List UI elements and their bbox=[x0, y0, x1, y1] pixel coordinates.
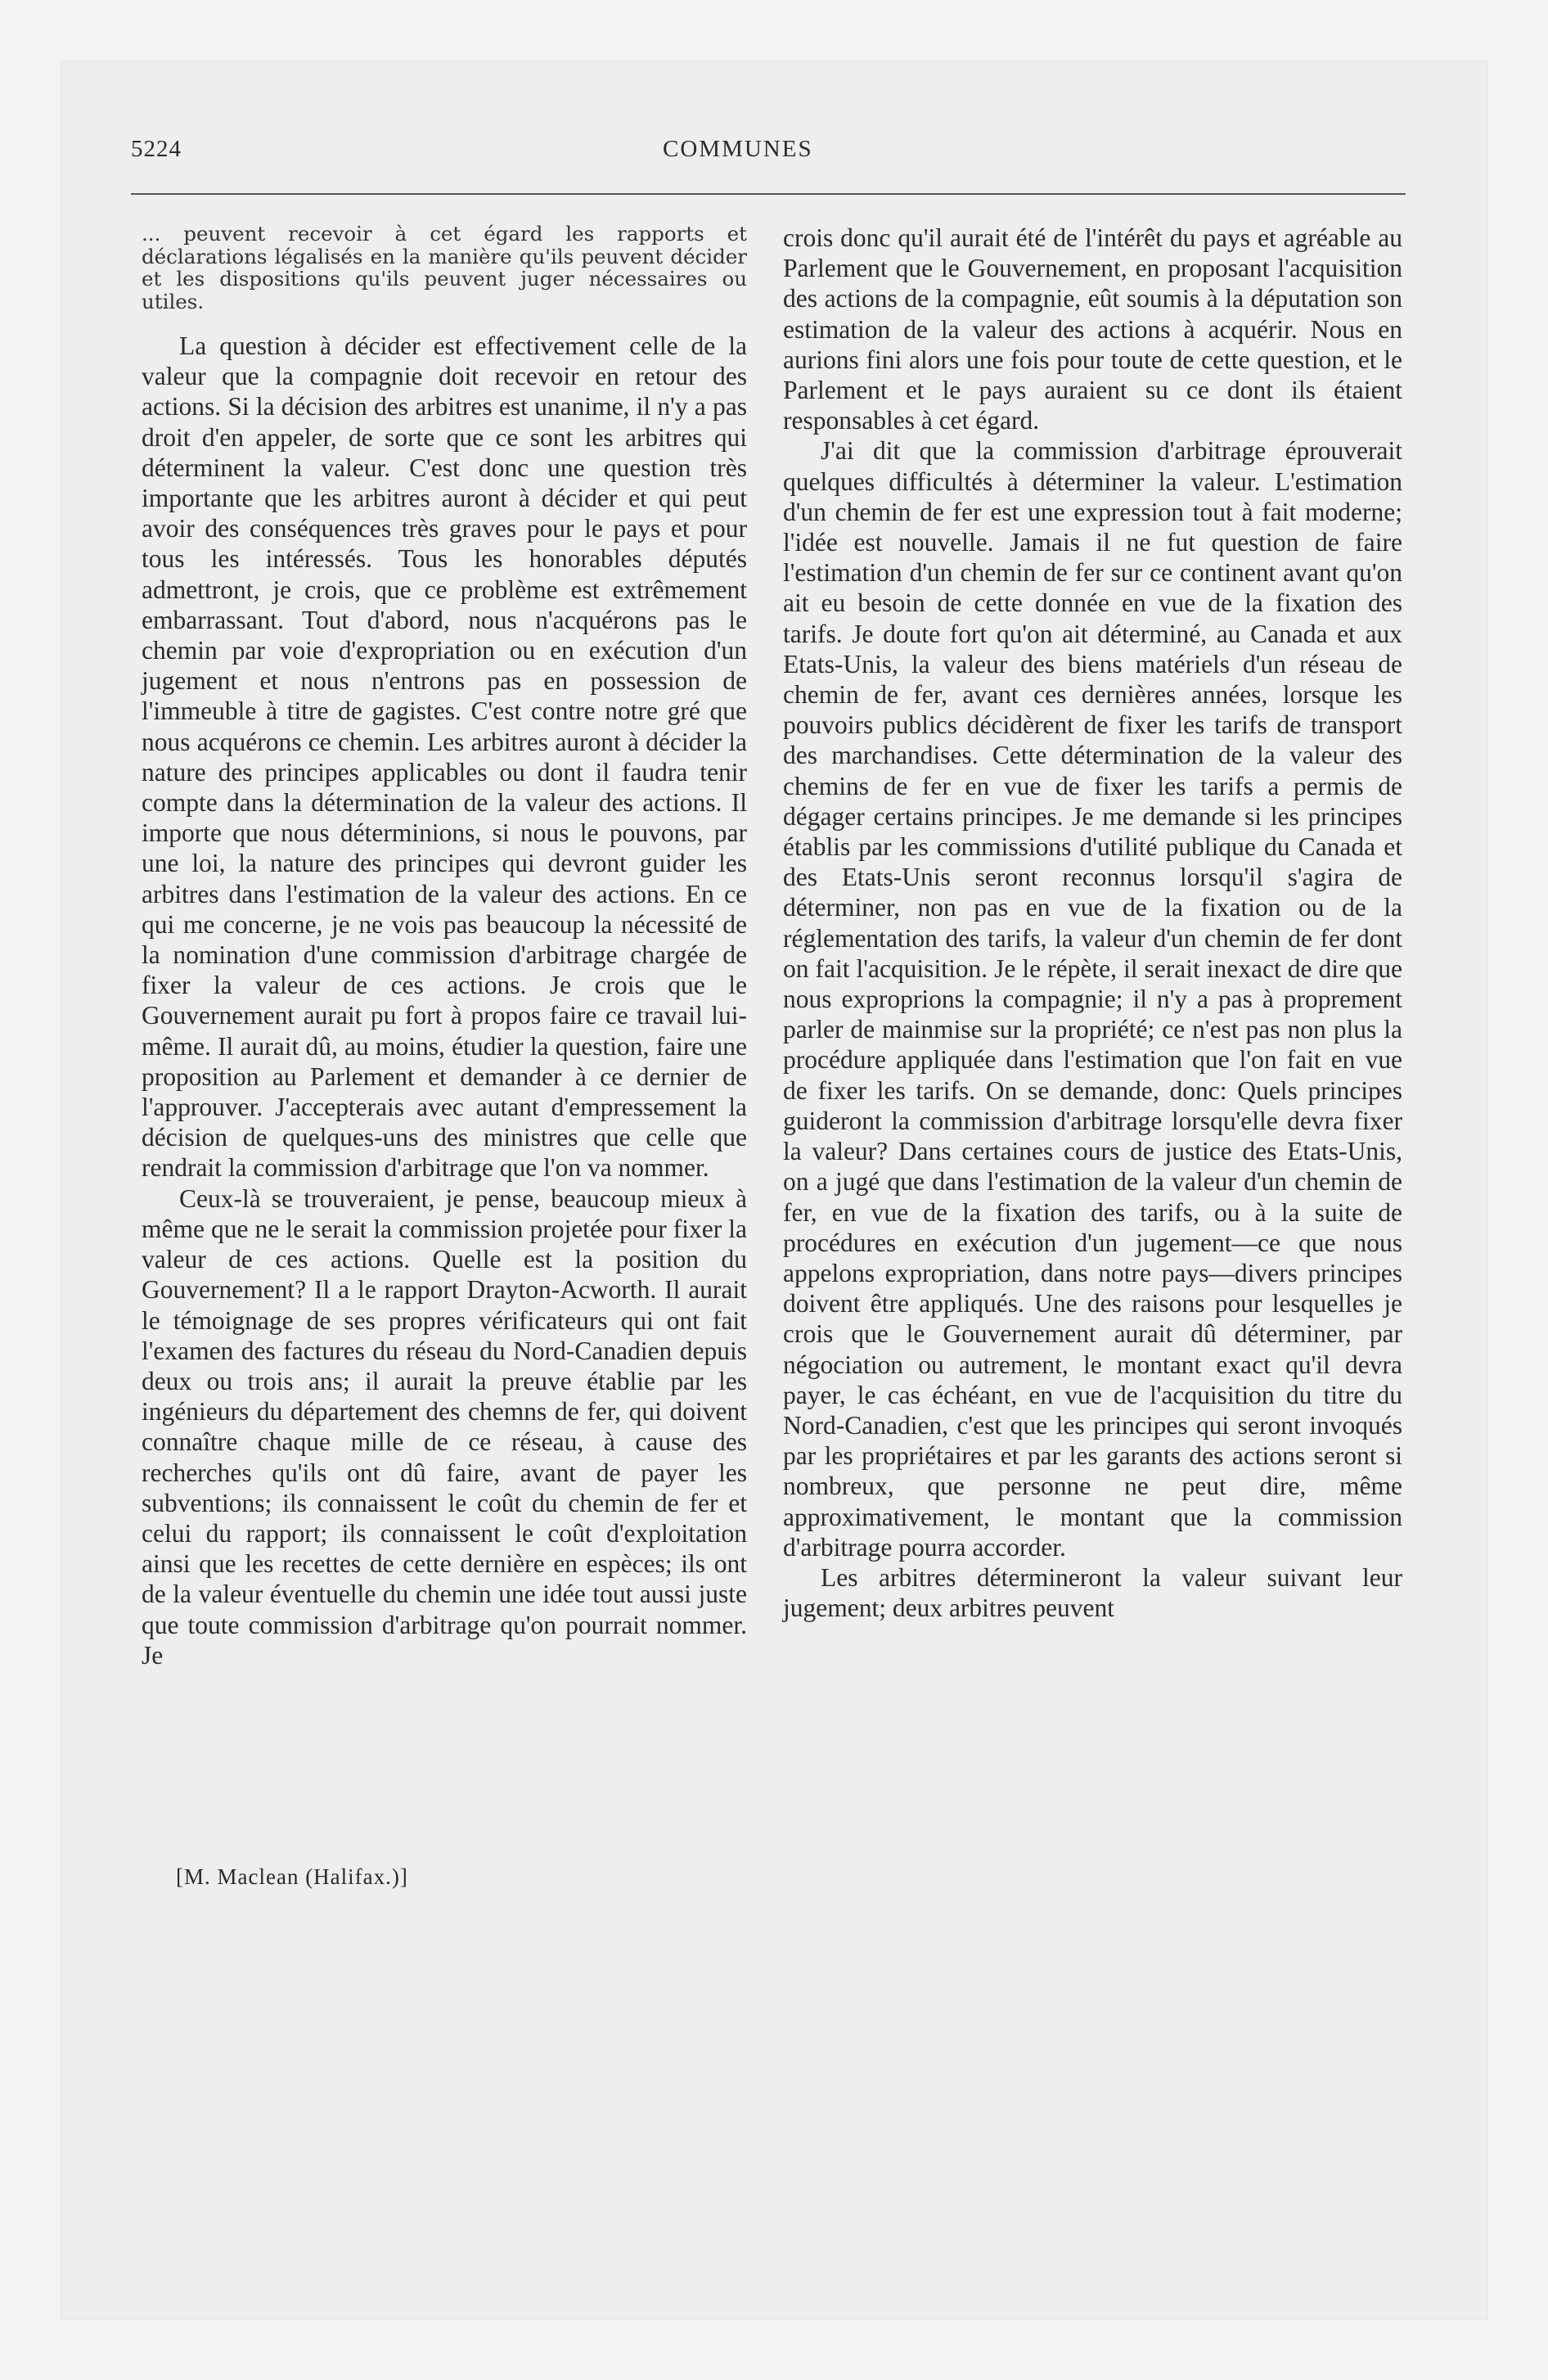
right-column bbox=[783, 223, 1402, 1623]
quoted-text: ... peuvent recevoir à cet égard les rapports et déclarations légalisés en la manière qu'ils peuvent décider et les dispositions qu'ils peuvent juger nécessaires ou utiles. bbox=[142, 222, 747, 313]
page-header bbox=[131, 136, 1424, 169]
paragraph: Ceux-là se trouveraient, je pense, beaucoup mieux à même que ne le serait la commission projetée pour fixer la valeur de ces actions. Quelle est la position du Gouvernement? Il a le rapport Drayton-Acworth. Il aurait le témoignage de ses propres vérificateurs qui ont fait l'examen des factures du réseau du Nord-Canadien depuis deux ou trois ans; il aurait la preuve établie par les ingénieurs du département des chemns de fer, qui doivent connaître chaque mille de ce réseau, à cause des recherches qu'ils ont dû faire, avant de payer les subventions; ils connaissent le coût du chemin de fer et celui du rapport; ils connaissent le coût d'exploitation ainsi que les recettes de cette dernière en espèces; ils ont de la valeur éventuelle du chemin une idée tout aussi juste que toute commission d'arbitrage qu'on pourrait nommer. Je bbox=[142, 1183, 747, 1670]
page-number: 5224 bbox=[131, 136, 182, 162]
speaker-byline: [M. Maclean (Halifax.)] bbox=[176, 1864, 408, 1889]
header-rule bbox=[131, 193, 1406, 195]
paragraph: La question à décider est effectivement celle de la valeur que la compagnie doit recevoir en retour des actions. Si la décision des arbitres est unanime, il n'y a pas droit d'en appeler, de sorte que ce sont les arbitres qui déterminent la valeur. C'est donc une question très importante que les arbitres auront à décider et qui peut avoir des conséquences très graves pour le pays et pour tous les intéressés. Tous les honorables députés admettront, je crois, que ce problème est extrêmement embarrassant. Tout d'abord, nous n'acquérons pas le chemin par voie d'expropriation ou en exécution d'un jugement et nous n'entrons pas en possession de l'immeuble à titre de gagistes. C'est contre notre gré que nous acquérons ce chemin. Les arbitres auront à décider la nature des principes applicables ou dont il faudra tenir compte dans la détermination de la valeur des actions. Il importe que nous déterminions, si nous le pouvons, par une loi, la nature des principes qui devront guider les arbitres dans l'estimation de la valeur des actions. En ce qui me concerne, je ne vois pas beaucoup la nécessité de la nomination d'une commission d'arbitrage chargée de fixer la valeur de ces actions. Je crois que le Gouvernement aurait pu fort à propos faire ce travail lui-même. Il aurait dû, au moins, étudier la question, faire une proposition au Parlement et demander à ce dernier de l'approuver. J'accepterais avec autant d'empressement la décision de quelques-uns des ministres que celle que rendrait la commission d'arbitrage que l'on va nommer. bbox=[142, 331, 747, 1183]
paragraph: crois donc qu'il aurait été de l'intérêt du pays et agréable au Parlement que le Gouvernement, en proposant l'acquisition des actions de la compagnie, eût soumis à la députation son estimation de la valeur des actions à acquérir. Nous en aurions fini alors une fois pour toute de cette question, et le Parlement et le pays auraient su ce dont ils étaient responsables à cet égard. bbox=[783, 223, 1402, 435]
paragraph: Les arbitres détermineront la valeur suivant leur jugement; deux arbitres peuvent bbox=[783, 1562, 1402, 1623]
running-head: COMMUNES bbox=[663, 136, 813, 162]
paragraph: J'ai dit que la commission d'arbitrage éprouverait quelques difficultés à déterminer la valeur. L'estimation d'un chemin de fer est une expression tout à fait moderne; l'idée est nouvelle. Jamais il ne fut question de faire l'estimation d'un chemin de fer sur ce continent avant qu'on ait eu besoin de cette donnée en vue de la fixation des tarifs. Je doute fort qu'on ait déterminé, au Canada et aux Etats-Unis, la valeur des biens matériels d'un réseau de chemin de fer, avant ces dernières années, lorsque les pouvoirs publics décidèrent de fixer les tarifs de transport des marchandises. Cette détermination de la valeur des chemins de fer en vue de fixer les tarifs a permis de dégager certains principes. Je me demande si les principes établis par les commissions d'utilité publique du Canada et des Etats-Unis seront reconnus lorsqu'il s'agira de déterminer, non pas en vue de la fixation ou de la réglementation des tarifs, la valeur d'un chemin de fer dont on fait l'acquisition. Je le répète, il serait inexact de dire que nous exproprions la compagnie; il n'y a pas à proprement parler de mainmise sur la propriété; ce n'est pas non plus la procédure appliquée dans l'estimation que l'on fait en vue de fixer les tarifs. On se demande, donc: Quels principes guideront la commission d'arbitrage lorsqu'elle devra fixer la valeur? Dans certaines cours de justice des Etats-Unis, on a jugé que dans l'estimation de la valeur d'un chemin de fer, en vue de la fixation des tarifs, ou à la suite de procédures en exécution d'un jugement—ce que nous appelons expropriation, dans notre pays—divers principes doivent être appliqués. Une des raisons pour lesquelles je crois que le Gouvernement aurait dû déterminer, par négociation ou autrement, le montant exact qu'il devra payer, le cas échéant, en vue de l'acquisition du titre du Nord-Canadien, c'est que les principes qui seront invoqués par les propriétaires et par les garants des actions seront si nombreux, que personne ne peut dire, même approximativement, le montant que la commission d'arbitrage pourra accorder. bbox=[783, 436, 1402, 1562]
left-column bbox=[142, 223, 747, 1670]
